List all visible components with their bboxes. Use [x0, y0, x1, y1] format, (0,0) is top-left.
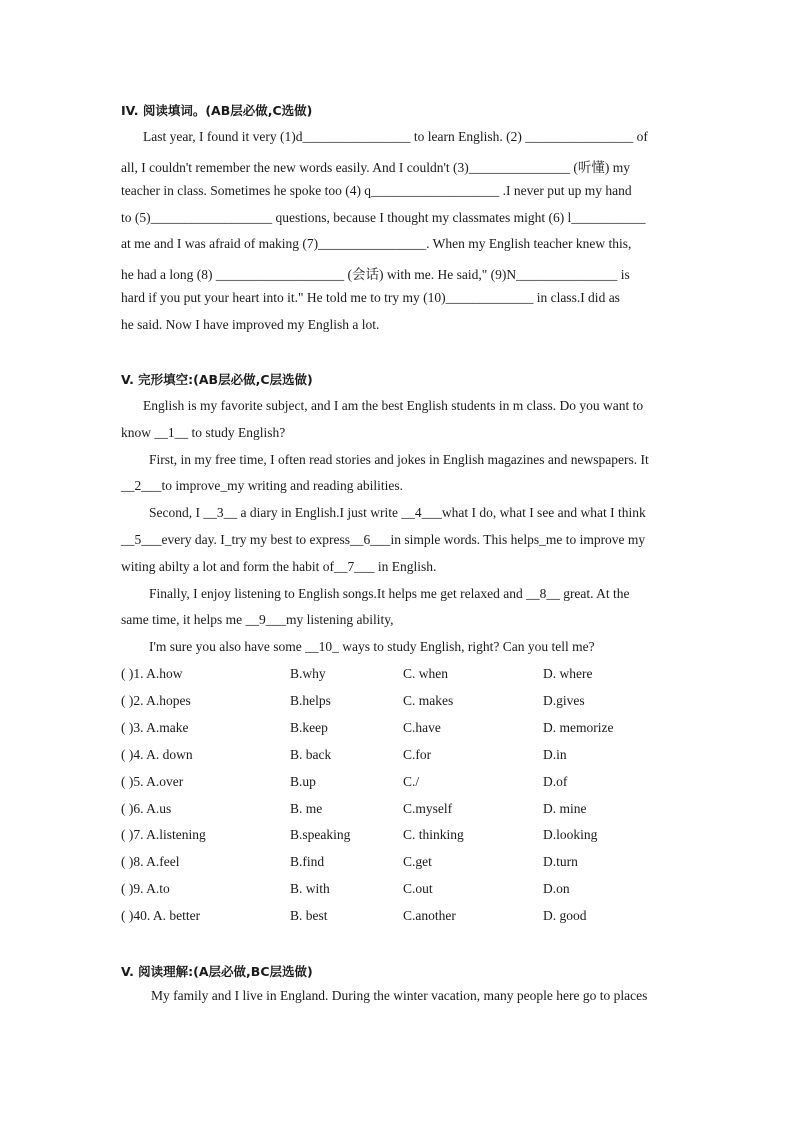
option-choice: B.speaking	[290, 827, 351, 843]
option-choice: D.in	[543, 746, 567, 762]
option-choice: B. best	[290, 908, 328, 924]
passage-line: he said. Now I have improved my English a lot.	[121, 317, 380, 332]
option-choice: B.find	[290, 854, 325, 870]
option-choice: D.on	[543, 881, 570, 897]
option-choice: C.myself	[403, 800, 453, 816]
option-choice: C. thinking	[403, 827, 464, 843]
passage-line: at me and I was afraid of making (7)________________. When my English teacher knew this,	[121, 236, 632, 251]
option-question: ( )4. A. down	[121, 746, 193, 762]
option-choice: C.out	[403, 881, 433, 897]
option-choice: B. with	[290, 881, 330, 897]
cloze-line: First, in my free time, I often read stories and jokes in English magazines and newspapers. It	[149, 452, 649, 467]
option-choice: C. when	[403, 666, 448, 681]
option-choice: B.why	[290, 666, 326, 681]
cloze-line: Second, I __3__ a diary in English.I just write __4___what I do, what I see and what I think	[149, 505, 646, 520]
option-question: ( )6. A.us	[121, 800, 172, 816]
passage-line: Last year, I found it very (1)d________________ to learn English. (2) ________________ of	[143, 129, 648, 144]
cloze-line: __5___every day. I_try my best to express__6___in simple words. This helps_me to improve my	[121, 532, 646, 547]
cloze-line: Finally, I enjoy listening to English songs.It helps me get relaxed and __8__ great. At the	[149, 586, 630, 601]
option-choice: D.of	[543, 773, 568, 789]
option-question: ( )9. A.to	[121, 881, 170, 897]
option-choice: C.get	[403, 854, 432, 870]
option-question: ( )1. A.how	[121, 666, 183, 681]
section-heading-cloze: V. 完形填空:(AB层必做,C层选做)	[121, 372, 313, 387]
section-heading-reading-comprehension: V. 阅读理解:(A层必做,BC层选做)	[121, 964, 313, 979]
option-question: ( )8. A.feel	[121, 854, 180, 870]
option-choice: B. back	[290, 746, 332, 762]
cloze-line: same time, it helps me __9___my listening ability,	[121, 612, 394, 627]
option-choice: D.gives	[543, 692, 585, 708]
option-question: ( )5. A.over	[121, 773, 184, 789]
comprehension-line: My family and I live in England. During the winter vacation, many people here go to places	[151, 988, 648, 1003]
passage-line: hard if you put your heart into it." He told me to try my (10)_____________ in class.I did as	[121, 290, 620, 305]
passage-line: to (5)__________________ questions, because I thought my classmates might (6) l___________	[121, 210, 646, 225]
option-choice: C.have	[403, 719, 441, 735]
cloze-line: English is my favorite subject, and I am the best English students in m class. Do you want to	[143, 398, 644, 413]
passage-line: he had a long (8) ___________________ (会话) with me. He said," (9)N_______________ is	[121, 267, 630, 282]
option-choice: C. makes	[403, 692, 454, 708]
option-choice: B.helps	[290, 692, 331, 708]
cloze-line: I'm sure you also have some __10_ ways to study English, right? Can you tell me?	[149, 639, 595, 654]
option-choice: D.turn	[543, 854, 578, 870]
option-choice: C.for	[403, 746, 432, 762]
passage-line: teacher in class. Sometimes he spoke too (4) q___________________ .I never put up my hand	[121, 183, 632, 198]
option-choice: B. me	[290, 800, 323, 816]
option-question: ( )2. A.hopes	[121, 692, 191, 708]
option-choice: D.looking	[543, 827, 598, 843]
passage-line: all, I couldn't remember the new words easily. And I couldn't (3)_______________ (听懂) my	[121, 160, 631, 175]
option-choice: D. mine	[543, 800, 587, 816]
cloze-line: __2___to improve_my writing and reading abilities.	[121, 478, 403, 493]
option-choice: D. where	[543, 666, 593, 681]
option-question: ( )7. A.listening	[121, 827, 206, 843]
option-choice: D. memorize	[543, 719, 614, 735]
option-choice: C.another	[403, 908, 456, 924]
cloze-line: know __1__ to study English?	[121, 425, 286, 440]
option-choice: B.keep	[290, 719, 328, 735]
option-question: ( )40. A. better	[121, 908, 201, 924]
option-choice: D. good	[543, 908, 587, 924]
section-heading-reading-fill: IV. 阅读填词。(AB层必做,C选做)	[121, 103, 313, 118]
option-choice: B.up	[290, 773, 316, 789]
cloze-line: witing abilty a lot and form the habit of__7___ in English.	[121, 559, 437, 574]
option-choice: C./	[403, 773, 420, 789]
option-question: ( )3. A.make	[121, 719, 189, 735]
